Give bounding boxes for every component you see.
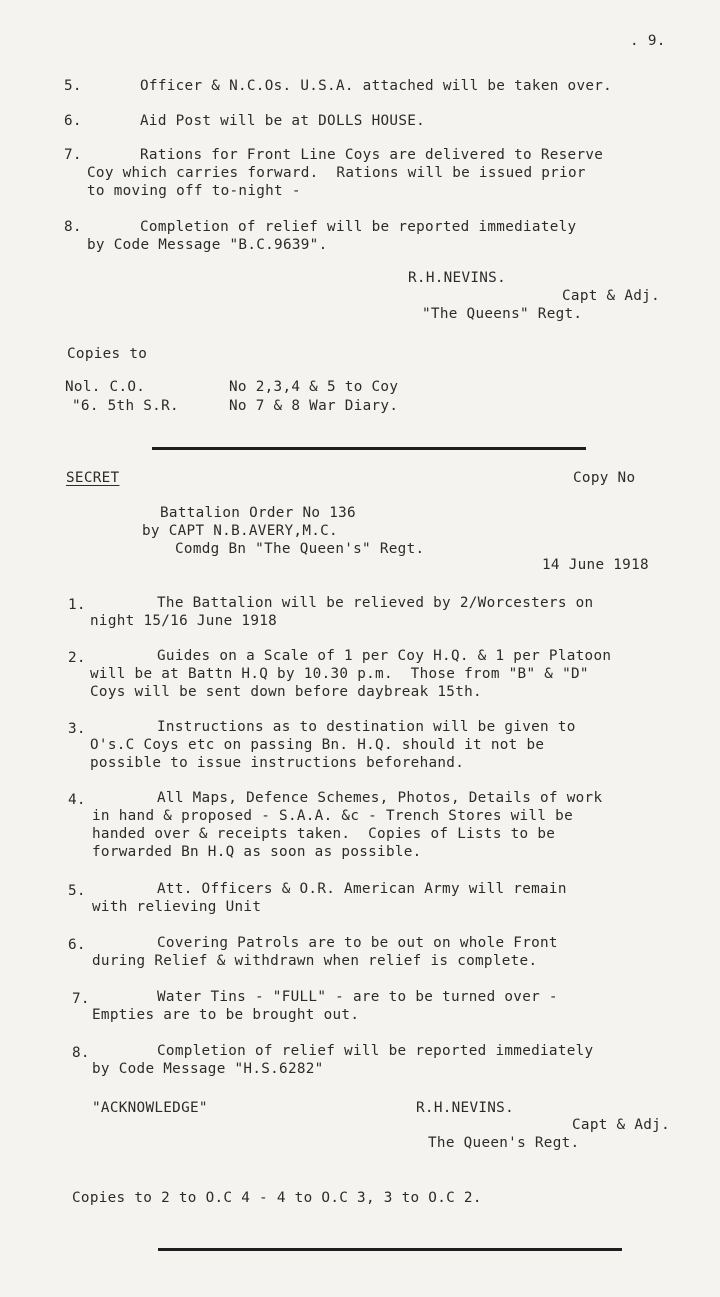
item-number: 8.: [72, 1045, 90, 1061]
item-number: 6.: [68, 937, 86, 953]
signature-rank: Capt & Adj.: [562, 288, 660, 304]
order-title: Battalion Order No 136: [160, 505, 356, 521]
item-text: will be at Battn H.Q by 10.30 p.m. Those from "B" & "D": [90, 666, 589, 682]
item-text: Empties are to be brought out.: [92, 1007, 360, 1023]
signature-regiment: The Queen's Regt.: [428, 1135, 580, 1151]
copies-heading: Copies to: [67, 346, 148, 362]
item-number: 5.: [64, 78, 82, 94]
copies-line: Copies to 2 to O.C 4 - 4 to O.C 3, 3 to O.C 2.: [72, 1190, 482, 1206]
item-number: 2.: [68, 650, 86, 666]
item-number: 4.: [68, 792, 86, 808]
copies-left: Nol. C.O.: [65, 379, 146, 395]
item-text: Completion of relief will be reported immediately: [140, 219, 577, 235]
order-command: Comdg Bn "The Queen's" Regt.: [175, 541, 425, 557]
item-text: Guides on a Scale of 1 per Coy H.Q. & 1 per Platoon: [157, 648, 612, 664]
item-number: 7.: [64, 147, 82, 163]
item-text: Rations for Front Line Coys are delivered to Reserve: [140, 147, 604, 163]
item-text: handed over & receipts taken. Copies of Lists to be: [92, 826, 556, 842]
acknowledge-label: "ACKNOWLEDGE": [92, 1100, 208, 1116]
signature-regiment: "The Queens" Regt.: [422, 306, 583, 322]
divider-rule: [152, 447, 586, 450]
signature-rank: Capt & Adj.: [572, 1117, 670, 1133]
copies-left: "6. 5th S.R.: [72, 398, 179, 414]
item-text: Completion of relief will be reported immediately: [157, 1043, 594, 1059]
item-text: Instructions as to destination will be given to: [157, 719, 576, 735]
item-text: The Battalion will be relieved by 2/Worcesters on: [157, 595, 594, 611]
item-text: O's.C Coys etc on passing Bn. H.Q. should it not be: [90, 737, 545, 753]
item-text: during Relief & withdrawn when relief is complete.: [92, 953, 538, 969]
copies-right: No 2,3,4 & 5 to Coy: [229, 379, 399, 395]
item-text: Coy which carries forward. Rations will be issued prior: [87, 165, 586, 181]
item-text: by Code Message "H.S.6282": [92, 1061, 324, 1077]
item-text: All Maps, Defence Schemes, Photos, Details of work: [157, 790, 603, 806]
item-number: 1.: [68, 597, 86, 613]
item-number: 6.: [64, 113, 82, 129]
item-text: Officer & N.C.Os. U.S.A. attached will be taken over.: [140, 78, 613, 94]
item-text: Water Tins - "FULL" - are to be turned over -: [157, 989, 558, 1005]
item-number: 5.: [68, 883, 86, 899]
item-text: by Code Message "B.C.9639".: [87, 237, 328, 253]
item-text: Coys will be sent down before daybreak 15th.: [90, 684, 482, 700]
item-number: 3.: [68, 721, 86, 737]
secret-heading: SECRET: [66, 470, 120, 486]
item-text: with relieving Unit: [92, 899, 262, 915]
order-issuer: by CAPT N.B.AVERY,M.C.: [142, 523, 338, 539]
item-number: 7.: [72, 991, 90, 1007]
item-text: possible to issue instructions beforehand.: [90, 755, 465, 771]
item-number: 8.: [64, 219, 82, 235]
signature-name: R.H.NEVINS.: [416, 1100, 514, 1116]
item-text: Covering Patrols are to be out on whole Front: [157, 935, 558, 951]
item-text: night 15/16 June 1918: [90, 613, 278, 629]
page-number: . 9.: [630, 33, 666, 49]
item-text: forwarded Bn H.Q as soon as possible.: [92, 844, 422, 860]
bottom-divider-rule: [158, 1248, 622, 1251]
item-text: Att. Officers & O.R. American Army will remain: [157, 881, 567, 897]
order-date: 14 June 1918: [542, 557, 649, 573]
item-text: in hand & proposed - S.A.A. &c - Trench Stores will be: [92, 808, 574, 824]
copy-no-label: Copy No: [573, 470, 636, 486]
item-text: to moving off to-night -: [87, 183, 301, 199]
item-text: Aid Post will be at DOLLS HOUSE.: [140, 113, 426, 129]
copies-right: No 7 & 8 War Diary.: [229, 398, 399, 414]
signature-name: R.H.NEVINS.: [408, 270, 506, 286]
